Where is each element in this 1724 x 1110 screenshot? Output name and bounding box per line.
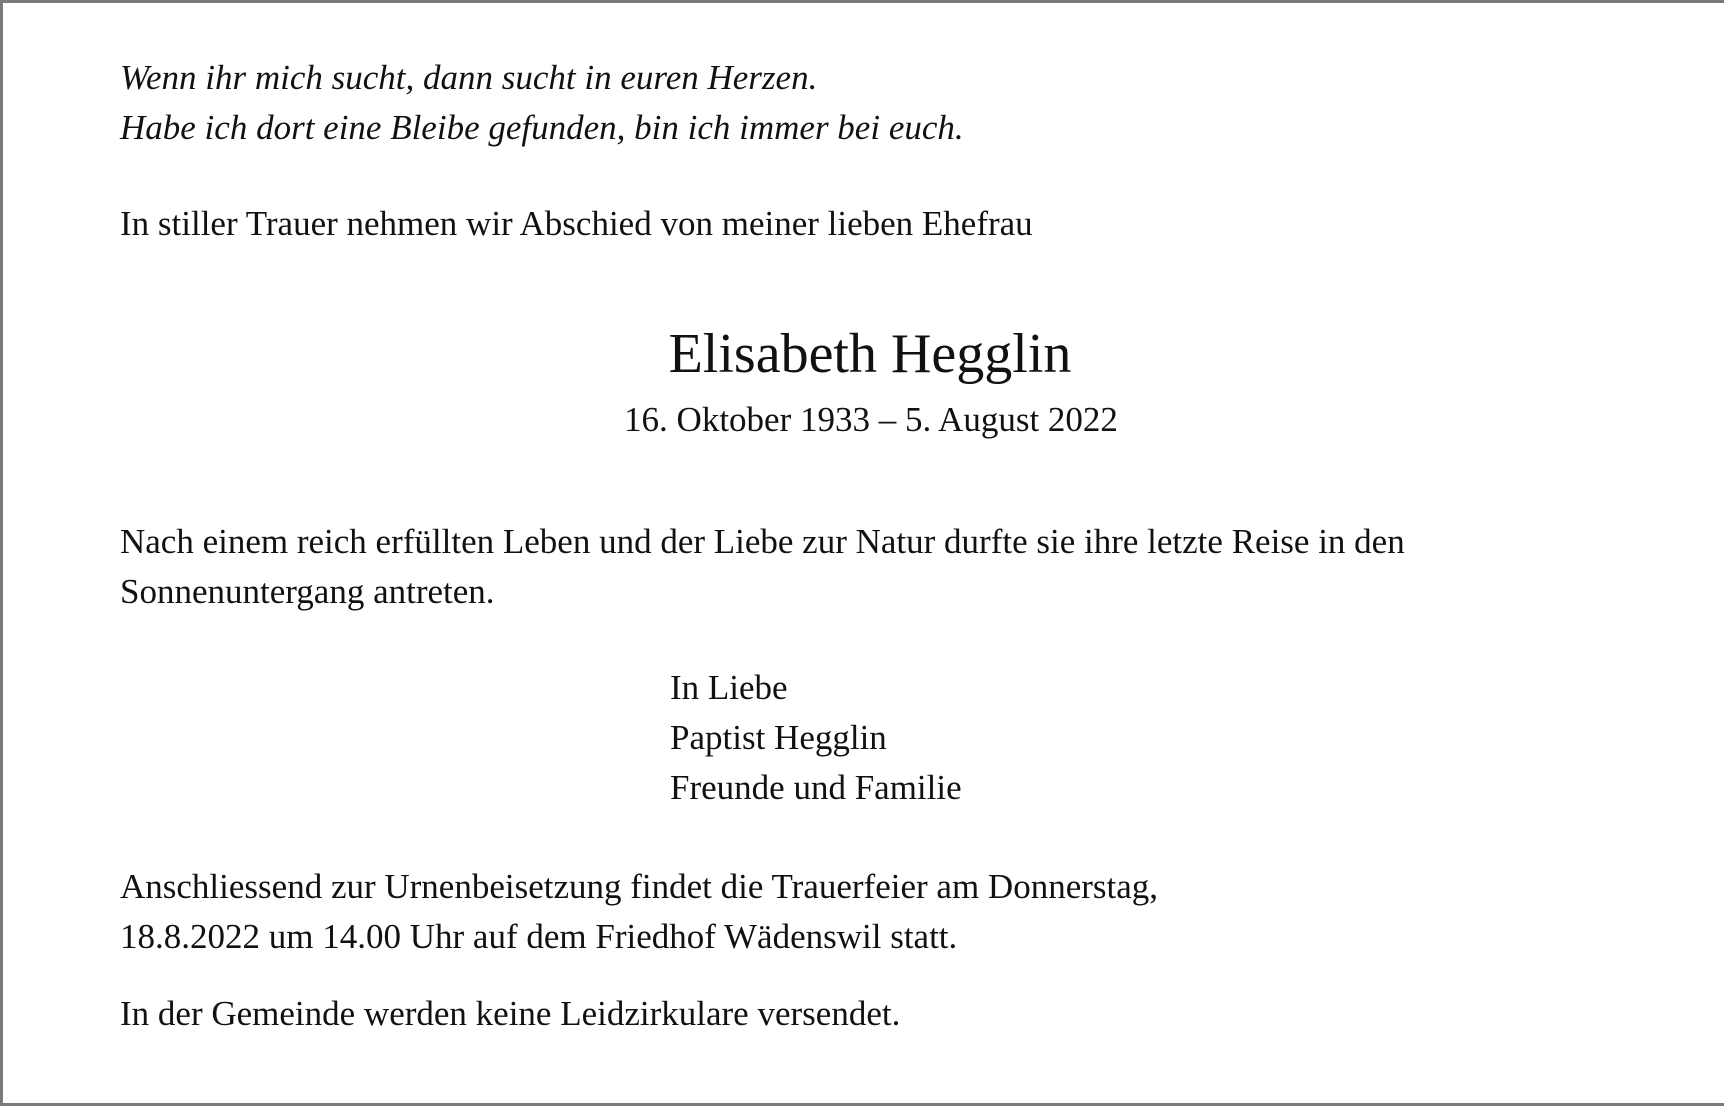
tribute-paragraph: [120, 517, 1405, 617]
life-dates: 16. Oktober 1933 – 5. August 2022: [624, 400, 1118, 439]
poem-line: Wenn ihr mich sucht, dann sucht in euren Herzen.: [120, 58, 818, 97]
ceremony-paragraph: [120, 862, 1158, 962]
deceased-name: Elisabeth Hegglin: [668, 323, 1072, 385]
signature-block: [670, 663, 962, 813]
ceremony-line: 18.8.2022 um 14.00 Uhr auf dem Friedhof Wädenswil statt.: [120, 917, 958, 956]
tribute-line: Sonnenuntergang antreten.: [120, 572, 495, 611]
poem-quote: [120, 53, 964, 153]
signature-line: Freunde und Familie: [670, 768, 962, 807]
intro-text: In stiller Trauer nehmen wir Abschied von meiner lieben Ehefrau: [120, 204, 1033, 243]
signature-line: In Liebe: [670, 668, 788, 707]
ceremony-line: Anschliessend zur Urnenbeisetzung findet die Trauerfeier am Donnerstag,: [120, 867, 1159, 906]
tribute-line: Nach einem reich erfüllten Leben und der Liebe zur Natur durfte sie ihre letzte Reise in den: [120, 522, 1405, 561]
signature-line: Paptist Hegglin: [670, 718, 887, 757]
closing-text: In der Gemeinde werden keine Leidzirkulare versendet.: [120, 994, 901, 1033]
poem-line: Habe ich dort eine Bleibe gefunden, bin ich immer bei euch.: [120, 108, 964, 147]
